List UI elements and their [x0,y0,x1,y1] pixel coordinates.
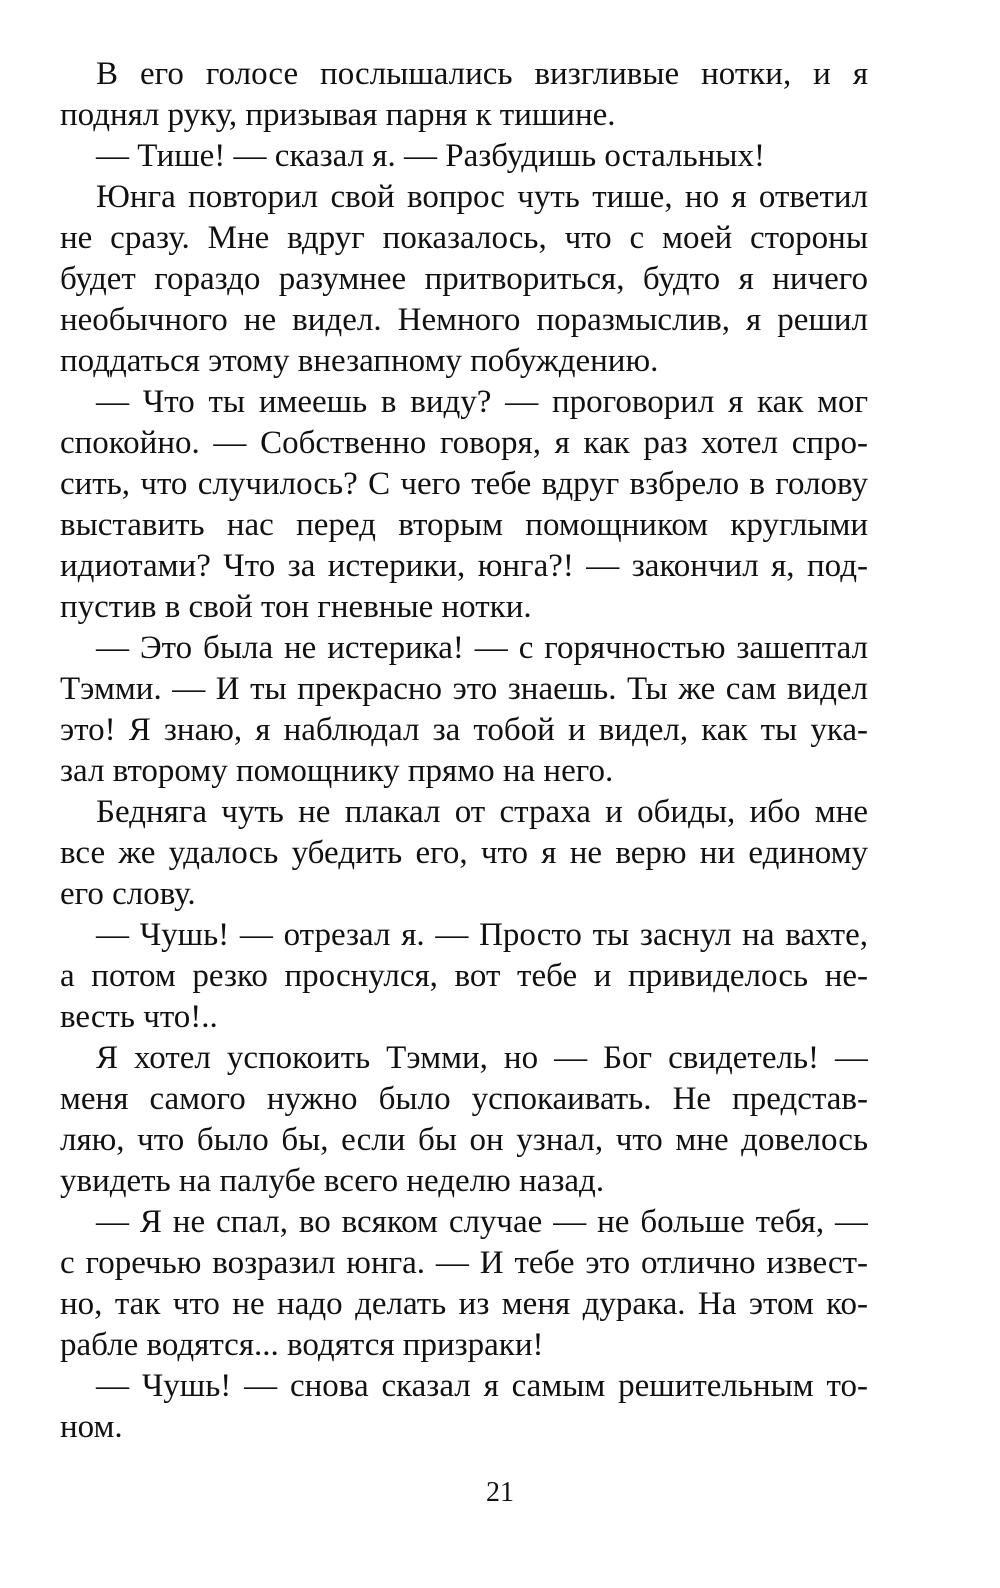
text-line: Тэмми. — И ты прекрасно это знаешь. Ты же сам видел [60,671,868,707]
text-line: пустив в свой тон гневные нотки. [60,589,532,625]
text-line: а потом резко проснулся, вот тебе и привиделось не- [60,958,868,994]
text-line: идиотами? Что за истерики, юнга?! — закончил я, под- [60,548,868,584]
text-line: с горечью возразил юнга. — И тебе это отлично извест- [60,1245,868,1281]
text-line: но, так что не надо делать из меня дурака. На этом ко- [60,1286,868,1322]
text-line: рабле водятся... водятся призраки! [60,1327,544,1363]
text-line: не сразу. Мне вдруг показалось, что с моей стороны [60,220,868,256]
text-line: сить, что случилось? С чего тебе вдруг взбрело в голову [60,466,868,502]
text-line: — Чушь! — отрезал я. — Просто ты заснул на вахте, [96,917,868,953]
text-line: Юнга повторил свой вопрос чуть тише, но я ответил [96,179,868,215]
text-line: — Я не спал, во всяком случае — не больше тебя, — [96,1204,868,1240]
text-line: будет гораздо разумнее притвориться, будто я ничего [60,261,868,297]
text-line: поднял руку, призывая парня к тишине. [60,97,616,133]
text-line: зал второму помощнику прямо на него. [60,753,614,789]
text-line: — Чушь! — снова сказал я самым решительным то- [96,1368,868,1404]
text-line: спокойно. — Собственно говоря, я как раз хотел спро- [60,425,868,461]
text-line: — Тише! — сказал я. — Разбудишь остальных! [96,138,765,174]
text-line: необычного не видел. Немного поразмыслив, я решил [60,302,868,338]
text-line: это! Я знаю, я наблюдал за тобой и видел, как ты ука- [60,712,868,748]
text-line: — Это была не истерика! — с горячностью зашептал [96,630,868,666]
text-line: меня самого нужно было успокаивать. Не представ- [60,1081,868,1117]
text-line: Бедняга чуть не плакал от страха и обиды, ибо мне [96,794,868,830]
book-page-text [60,54,868,1448]
text-line: его слову. [60,876,196,912]
text-line: Я хотел успокоить Тэмми, но — Бог свидетель! — [96,1040,868,1076]
text-line: ляю, что было бы, если бы он узнал, что мне довелось [60,1122,868,1158]
text-line: — Что ты имеешь в виду? — проговорил я как мог [96,384,868,420]
text-line: В его голосе послышались визгливые нотки, и я [96,56,868,92]
text-line: увидеть на палубе всего неделю назад. [60,1163,605,1199]
text-line: ном. [60,1409,123,1445]
text-line: все же удалось убедить его, что я не верю ни единому [60,835,868,871]
text-line: весть что!.. [60,999,218,1035]
text-line: поддаться этому внезапному побуждению. [60,343,659,379]
text-line: выставить нас перед вторым помощником круглыми [60,507,868,543]
page-number: 21 [486,1477,514,1508]
